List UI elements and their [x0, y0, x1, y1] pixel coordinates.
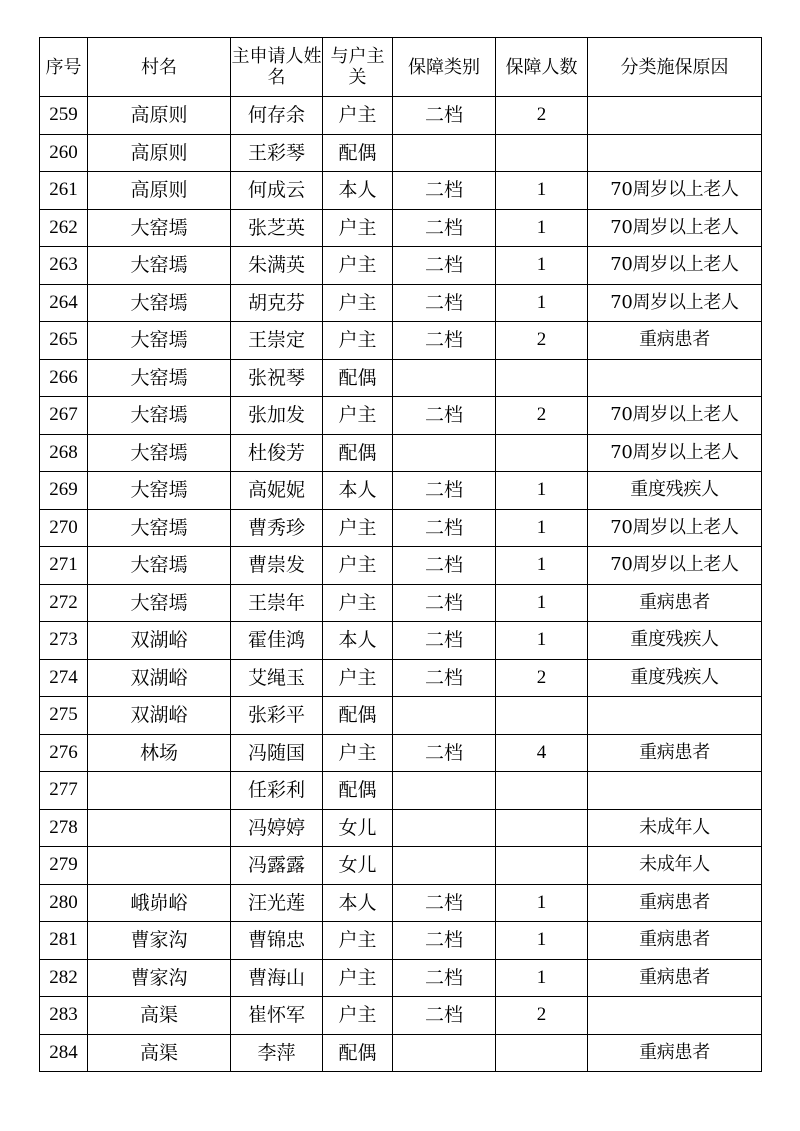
table-row	[40, 509, 762, 547]
cell-count: 2	[496, 322, 588, 360]
cell-applicant: 曹秀珍	[231, 509, 323, 547]
table-row	[40, 134, 762, 172]
cell-no: 262	[40, 209, 88, 247]
cell-village: 大窑墕	[88, 209, 231, 247]
cell-no: 261	[40, 172, 88, 210]
cell-relation: 户主	[323, 922, 393, 960]
cell-applicant: 王崇年	[231, 584, 323, 622]
cell-reason: 重病患者	[588, 322, 762, 360]
cell-applicant: 张彩平	[231, 697, 323, 735]
cell-category	[393, 697, 496, 735]
cell-category: 二档	[393, 884, 496, 922]
cell-reason: 未成年人	[588, 809, 762, 847]
table-row	[40, 434, 762, 472]
cell-relation: 配偶	[323, 697, 393, 735]
cell-village: 双湖峪	[88, 697, 231, 735]
cell-count	[496, 359, 588, 397]
cell-relation: 户主	[323, 659, 393, 697]
cell-relation: 户主	[323, 247, 393, 285]
cell-applicant: 张祝琴	[231, 359, 323, 397]
welfare-table	[39, 37, 762, 1072]
cell-count	[496, 809, 588, 847]
table-row	[40, 209, 762, 247]
header-village: 村名	[88, 38, 231, 97]
cell-applicant: 曹锦忠	[231, 922, 323, 960]
cell-applicant: 何成云	[231, 172, 323, 210]
cell-category: 二档	[393, 397, 496, 435]
header-applicant: 主申请人姓名	[231, 38, 323, 97]
cell-relation: 户主	[323, 997, 393, 1035]
cell-reason: 70周岁以上老人	[588, 247, 762, 285]
cell-category	[393, 1034, 496, 1072]
cell-category: 二档	[393, 509, 496, 547]
table-body	[40, 97, 762, 1072]
cell-village: 高渠	[88, 997, 231, 1035]
cell-category: 二档	[393, 284, 496, 322]
cell-reason	[588, 359, 762, 397]
table-row	[40, 847, 762, 885]
cell-village	[88, 847, 231, 885]
cell-applicant: 胡克芬	[231, 284, 323, 322]
cell-count: 2	[496, 659, 588, 697]
cell-count: 2	[496, 397, 588, 435]
cell-no: 260	[40, 134, 88, 172]
header-relation: 与户主关	[323, 38, 393, 97]
cell-no: 279	[40, 847, 88, 885]
cell-category	[393, 359, 496, 397]
cell-applicant: 张芝英	[231, 209, 323, 247]
table-row	[40, 997, 762, 1035]
cell-relation: 本人	[323, 172, 393, 210]
cell-village	[88, 809, 231, 847]
cell-village: 大窑墕	[88, 284, 231, 322]
cell-no: 282	[40, 959, 88, 997]
cell-no: 268	[40, 434, 88, 472]
cell-village: 大窑墕	[88, 472, 231, 510]
cell-reason: 未成年人	[588, 847, 762, 885]
cell-applicant: 高妮妮	[231, 472, 323, 510]
cell-village: 大窑墕	[88, 247, 231, 285]
cell-relation: 户主	[323, 97, 393, 135]
table-row	[40, 284, 762, 322]
cell-category: 二档	[393, 322, 496, 360]
cell-category: 二档	[393, 622, 496, 660]
cell-relation: 配偶	[323, 772, 393, 810]
cell-village: 大窑墕	[88, 547, 231, 585]
cell-applicant: 冯随国	[231, 734, 323, 772]
cell-village	[88, 772, 231, 810]
cell-relation: 户主	[323, 509, 393, 547]
cell-relation: 本人	[323, 622, 393, 660]
cell-applicant: 何存余	[231, 97, 323, 135]
cell-category: 二档	[393, 997, 496, 1035]
cell-no: 276	[40, 734, 88, 772]
cell-reason: 70周岁以上老人	[588, 434, 762, 472]
cell-count: 1	[496, 509, 588, 547]
cell-count	[496, 434, 588, 472]
cell-reason	[588, 697, 762, 735]
cell-village: 高原则	[88, 134, 231, 172]
cell-no: 283	[40, 997, 88, 1035]
cell-village: 双湖峪	[88, 622, 231, 660]
cell-count	[496, 697, 588, 735]
cell-applicant: 王崇定	[231, 322, 323, 360]
cell-no: 284	[40, 1034, 88, 1072]
header-no: 序号	[40, 38, 88, 97]
table-row	[40, 584, 762, 622]
cell-relation: 户主	[323, 397, 393, 435]
cell-category: 二档	[393, 659, 496, 697]
cell-reason	[588, 997, 762, 1035]
cell-reason	[588, 97, 762, 135]
cell-category	[393, 134, 496, 172]
cell-applicant: 杜俊芳	[231, 434, 323, 472]
cell-no: 278	[40, 809, 88, 847]
cell-village: 高原则	[88, 172, 231, 210]
cell-count: 4	[496, 734, 588, 772]
cell-count: 1	[496, 922, 588, 960]
cell-no: 259	[40, 97, 88, 135]
cell-count: 1	[496, 959, 588, 997]
cell-reason: 重度残疾人	[588, 659, 762, 697]
table-row	[40, 659, 762, 697]
cell-count	[496, 772, 588, 810]
cell-village: 大窑墕	[88, 584, 231, 622]
cell-reason: 70周岁以上老人	[588, 509, 762, 547]
cell-category: 二档	[393, 959, 496, 997]
cell-applicant: 张加发	[231, 397, 323, 435]
cell-reason: 重病患者	[588, 884, 762, 922]
cell-count: 1	[496, 622, 588, 660]
table-row	[40, 697, 762, 735]
cell-applicant: 霍佳鸿	[231, 622, 323, 660]
cell-applicant: 崔怀军	[231, 997, 323, 1035]
table-row	[40, 472, 762, 510]
cell-category: 二档	[393, 97, 496, 135]
cell-count: 1	[496, 172, 588, 210]
cell-no: 281	[40, 922, 88, 960]
header-count: 保障人数	[496, 38, 588, 97]
cell-count: 1	[496, 247, 588, 285]
cell-applicant: 曹崇发	[231, 547, 323, 585]
cell-count: 2	[496, 997, 588, 1035]
cell-applicant: 任彩利	[231, 772, 323, 810]
cell-applicant: 冯婷婷	[231, 809, 323, 847]
cell-no: 267	[40, 397, 88, 435]
cell-reason: 70周岁以上老人	[588, 284, 762, 322]
header-row	[40, 38, 762, 97]
table-row	[40, 97, 762, 135]
cell-relation: 配偶	[323, 359, 393, 397]
cell-category: 二档	[393, 209, 496, 247]
cell-relation: 本人	[323, 472, 393, 510]
table-row	[40, 247, 762, 285]
cell-count	[496, 847, 588, 885]
cell-category: 二档	[393, 584, 496, 622]
cell-count	[496, 1034, 588, 1072]
cell-village: 峨峁峪	[88, 884, 231, 922]
cell-reason: 重病患者	[588, 584, 762, 622]
table-row	[40, 884, 762, 922]
table-row	[40, 809, 762, 847]
cell-relation: 本人	[323, 884, 393, 922]
cell-applicant: 李萍	[231, 1034, 323, 1072]
cell-reason: 重病患者	[588, 922, 762, 960]
cell-applicant: 朱满英	[231, 247, 323, 285]
cell-no: 269	[40, 472, 88, 510]
table-row	[40, 547, 762, 585]
table-row	[40, 622, 762, 660]
cell-no: 266	[40, 359, 88, 397]
cell-no: 263	[40, 247, 88, 285]
cell-count: 1	[496, 547, 588, 585]
cell-village: 曹家沟	[88, 922, 231, 960]
cell-count	[496, 134, 588, 172]
table-row	[40, 322, 762, 360]
cell-count: 2	[496, 97, 588, 135]
cell-reason: 重病患者	[588, 734, 762, 772]
cell-category	[393, 772, 496, 810]
cell-village: 林场	[88, 734, 231, 772]
table-row	[40, 772, 762, 810]
cell-relation: 女儿	[323, 847, 393, 885]
header-reason: 分类施保原因	[588, 38, 762, 97]
cell-no: 271	[40, 547, 88, 585]
cell-no: 273	[40, 622, 88, 660]
cell-applicant: 曹海山	[231, 959, 323, 997]
cell-reason: 70周岁以上老人	[588, 172, 762, 210]
cell-reason: 70周岁以上老人	[588, 397, 762, 435]
cell-village: 大窑墕	[88, 359, 231, 397]
cell-category: 二档	[393, 172, 496, 210]
cell-category	[393, 434, 496, 472]
cell-applicant: 汪光莲	[231, 884, 323, 922]
table-row	[40, 959, 762, 997]
cell-category: 二档	[393, 547, 496, 585]
cell-reason: 重病患者	[588, 1034, 762, 1072]
table-row	[40, 397, 762, 435]
cell-relation: 户主	[323, 209, 393, 247]
cell-category: 二档	[393, 472, 496, 510]
cell-count: 1	[496, 584, 588, 622]
cell-village: 大窑墕	[88, 322, 231, 360]
cell-reason: 70周岁以上老人	[588, 547, 762, 585]
cell-village: 双湖峪	[88, 659, 231, 697]
cell-applicant: 艾绳玉	[231, 659, 323, 697]
cell-category	[393, 809, 496, 847]
cell-village: 高原则	[88, 97, 231, 135]
cell-no: 280	[40, 884, 88, 922]
cell-reason: 70周岁以上老人	[588, 209, 762, 247]
cell-count: 1	[496, 284, 588, 322]
cell-applicant: 王彩琴	[231, 134, 323, 172]
header-category: 保障类别	[393, 38, 496, 97]
cell-village: 大窑墕	[88, 434, 231, 472]
cell-village: 大窑墕	[88, 509, 231, 547]
cell-relation: 配偶	[323, 134, 393, 172]
cell-reason	[588, 134, 762, 172]
cell-relation: 户主	[323, 284, 393, 322]
cell-village: 曹家沟	[88, 959, 231, 997]
cell-reason: 重度残疾人	[588, 472, 762, 510]
cell-relation: 户主	[323, 734, 393, 772]
table-row	[40, 1034, 762, 1072]
cell-no: 274	[40, 659, 88, 697]
cell-village: 大窑墕	[88, 397, 231, 435]
cell-relation: 女儿	[323, 809, 393, 847]
cell-category: 二档	[393, 734, 496, 772]
cell-reason: 重度残疾人	[588, 622, 762, 660]
cell-reason: 重病患者	[588, 959, 762, 997]
cell-applicant: 冯露露	[231, 847, 323, 885]
cell-count: 1	[496, 884, 588, 922]
table-row	[40, 734, 762, 772]
table-row	[40, 359, 762, 397]
cell-relation: 配偶	[323, 434, 393, 472]
cell-category: 二档	[393, 247, 496, 285]
cell-relation: 户主	[323, 322, 393, 360]
cell-relation: 户主	[323, 584, 393, 622]
cell-relation: 户主	[323, 959, 393, 997]
cell-no: 275	[40, 697, 88, 735]
cell-reason	[588, 772, 762, 810]
table-row	[40, 172, 762, 210]
cell-no: 277	[40, 772, 88, 810]
cell-category: 二档	[393, 922, 496, 960]
cell-village: 高渠	[88, 1034, 231, 1072]
cell-no: 272	[40, 584, 88, 622]
cell-relation: 配偶	[323, 1034, 393, 1072]
table-row	[40, 922, 762, 960]
cell-count: 1	[496, 209, 588, 247]
cell-count: 1	[496, 472, 588, 510]
cell-category	[393, 847, 496, 885]
cell-no: 265	[40, 322, 88, 360]
cell-no: 270	[40, 509, 88, 547]
cell-no: 264	[40, 284, 88, 322]
cell-relation: 户主	[323, 547, 393, 585]
